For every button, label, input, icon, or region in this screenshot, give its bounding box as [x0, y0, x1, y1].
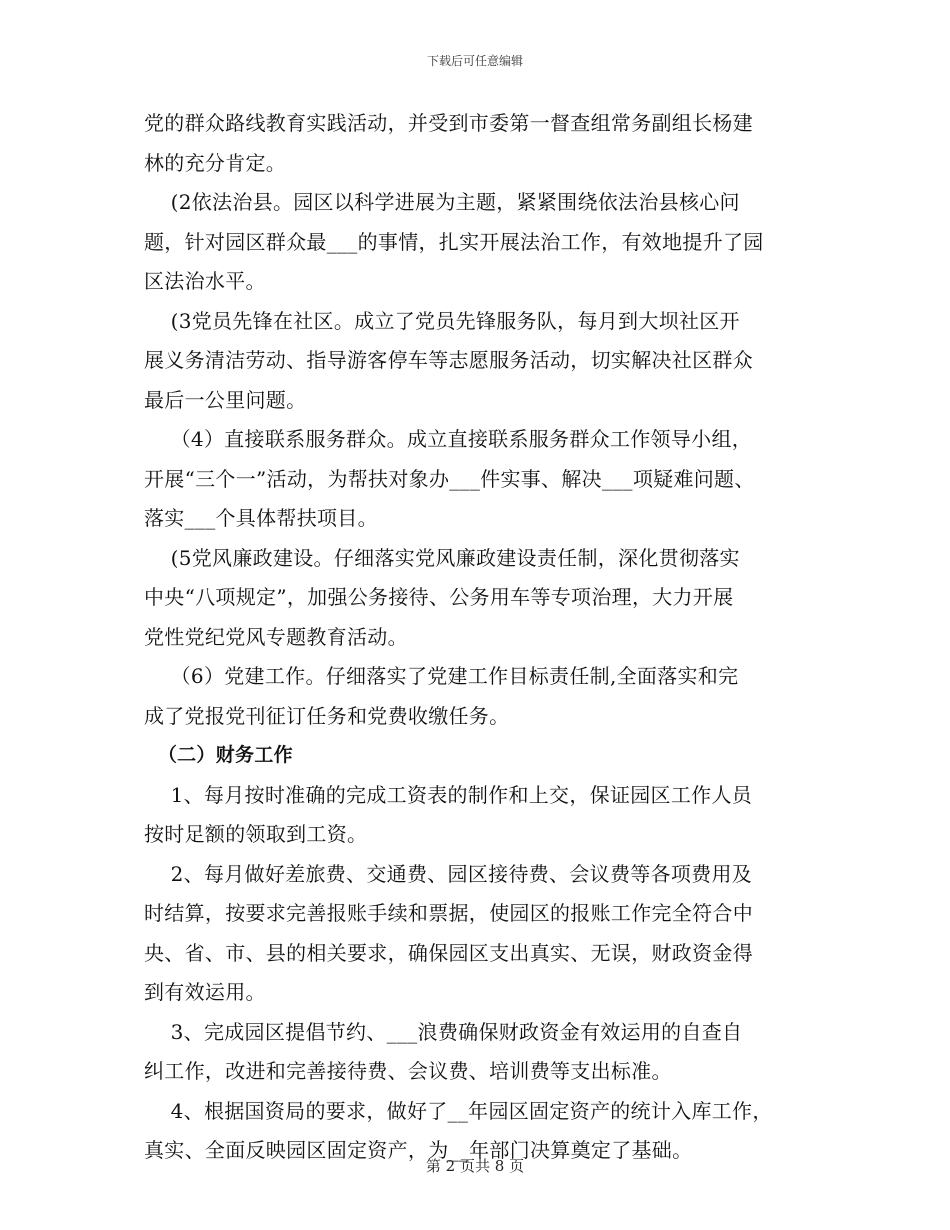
text-line: 题，针对园区群众最___的事情，扎实开展法治工作，有效地提升了园: [144, 229, 764, 254]
document-body: [144, 104, 809, 1171]
body-paragraph: [144, 302, 809, 421]
text-line: 2、每月做好差旅费、交通费、园区接待费、会议费等各项费用及: [144, 861, 753, 886]
text-line: 真实、全面反映园区固定资产，为__年部门决算奠定了基础。: [144, 1138, 693, 1162]
text-line: 党的群众路线教育实践活动，并受到市委第一督查组常务副组长杨建: [144, 111, 753, 135]
section-heading: [144, 736, 809, 776]
text-line: 展义务清洁劳动、指导游客停车等志愿服务活动，切实解决社区群众: [144, 348, 753, 372]
text-line: 区法治水平。: [144, 269, 266, 293]
page-number-footer: 第 2 页共 8 页: [425, 1157, 525, 1175]
text-line: （4）直接联系服务群众。成立直接联系服务群众工作领导小组，: [144, 427, 753, 451]
body-paragraph: [144, 776, 809, 855]
text-line: 最后一公里问题。: [144, 387, 307, 412]
text-line: 按时足额的领取到工资。: [144, 822, 368, 846]
text-line: 开展“三个一”活动，为帮扶对象办___件实事、解决___项疑难问题、: [144, 466, 755, 491]
text-line: 落实___个具体帮扶项目。: [144, 506, 378, 530]
text-line: 到有效运用。: [144, 980, 266, 1004]
body-paragraph: [144, 420, 809, 539]
text-line: （6）党建工作。仔细落实了党建工作目标责任制,全面落实和完: [144, 664, 739, 688]
text-line: (5党风廉政建设。仔细落实党风廉政建设责任制，深化贯彻落实: [144, 545, 740, 570]
text-line: (2依法治县。园区以科学进展为主题，紧紧围绕依法治县核心问: [144, 190, 740, 214]
body-paragraph: [144, 539, 809, 658]
text-line: 中央“八项规定”，加强公务接待、公务用车等专项治理，大力开展: [144, 585, 734, 609]
text-line: 成了党报党刊征订任务和党费收缴任务。: [144, 703, 510, 728]
text-line: 党性党纪党风专题教育活动。: [144, 624, 408, 649]
text-line: 3、完成园区提倡节约、___浪费确保财政资金有效运用的自查自: [144, 1019, 743, 1044]
body-paragraph: [144, 104, 809, 183]
body-paragraph: [144, 183, 809, 302]
body-paragraph: [144, 657, 809, 736]
text-line: (3党员先锋在社区。成立了党员先锋服务队，每月到大坝社区开: [144, 308, 740, 333]
body-paragraph: [144, 1013, 809, 1092]
page-header-note: 下载后可任意编辑: [426, 54, 523, 68]
text-line: 林的充分肯定。: [144, 150, 287, 175]
text-line: 纠工作，改进和完善接待费、会议费、培训费等支出标准。: [144, 1059, 672, 1083]
body-paragraph: [144, 855, 809, 1013]
text-line: 时结算，按要求完善报账手续和票据，使园区的报账工作完全符合中: [144, 901, 753, 925]
text-line: 4、根据国资局的要求，做好了__年园区固定资产的统计入库工作，: [144, 1098, 773, 1123]
text-line: 央、省、市、县的相关要求，确保园区支出真实、无误，财政资金得: [144, 940, 753, 965]
text-line: 1、每月按时准确的完成工资表的制作和上交，保证园区工作人员: [144, 782, 753, 807]
text-line: （二）财务工作: [144, 744, 293, 766]
